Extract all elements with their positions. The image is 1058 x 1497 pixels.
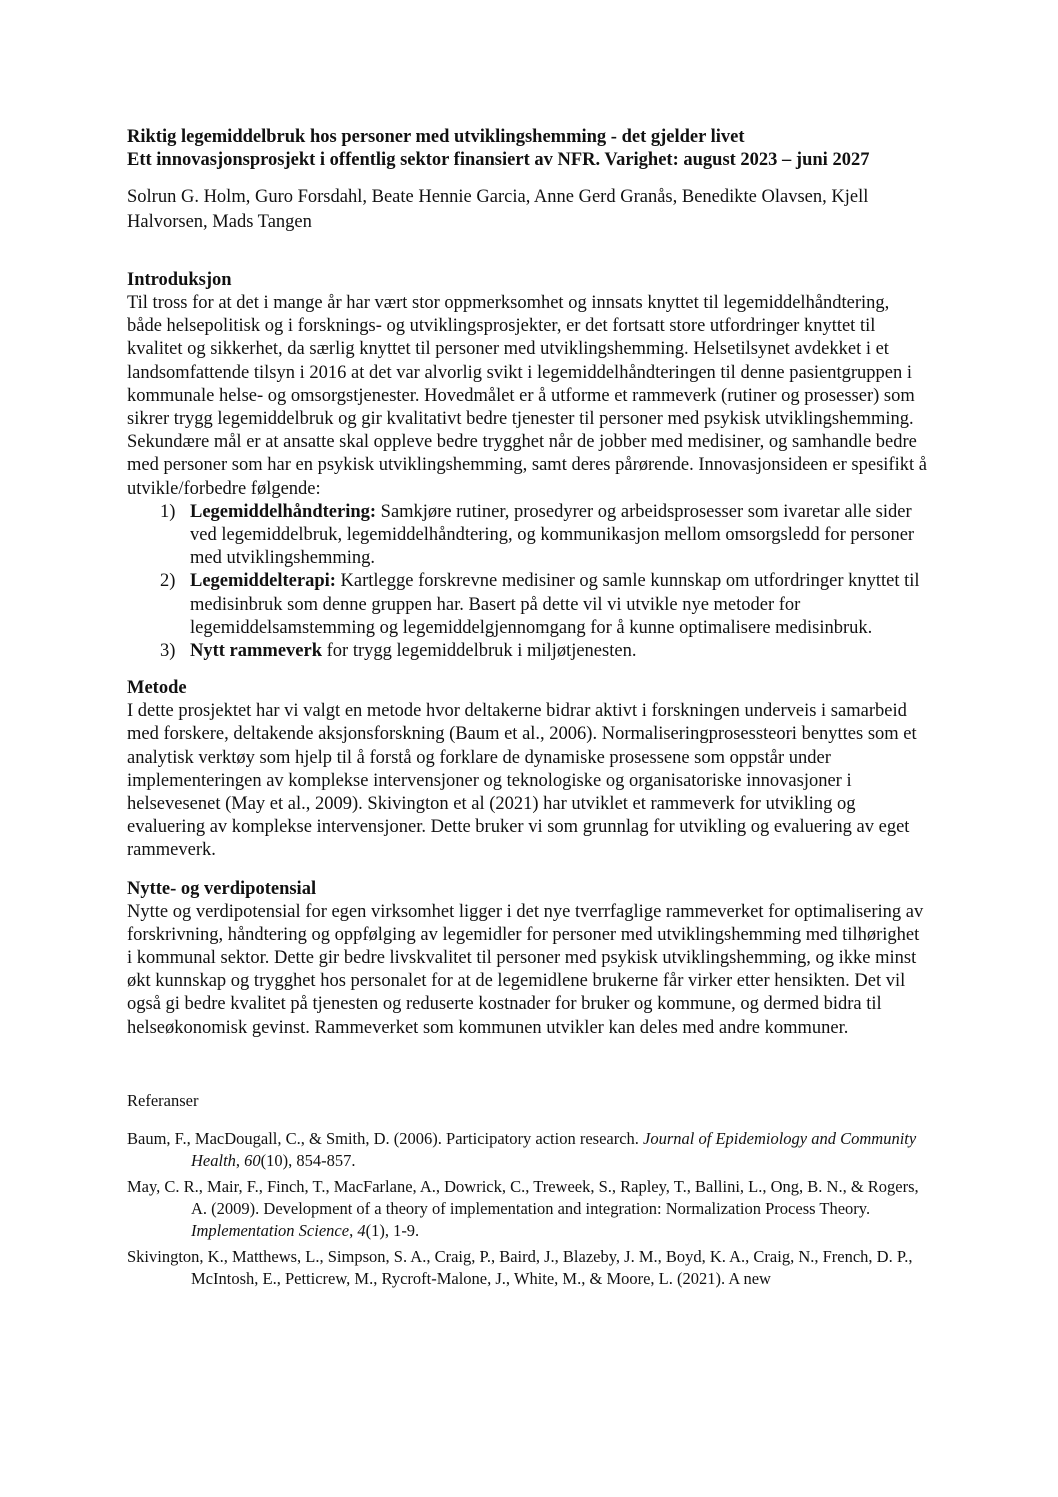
list-item	[127, 640, 927, 663]
nytte-heading: Nytte- og verdipotensial	[127, 878, 317, 899]
list-number: 1)	[160, 501, 176, 522]
introduksjon-body: Til tross for at det i mange år har vært stor oppmerksomhet og innsats knyttet til legemiddelhåndtering, både helsepolitisk og i forsknings- og utviklingsprosjekter, er det fortsatt store utfordringer knyttet til kvalitet og sikkerhet, da særlig knyttet til personer med utviklingshemming. Helsetilsynet avdekket i et landsomfattende tilsyn i 2016 at det var alvorlig svikt i legemiddelhåndteringen til denne pasientgruppen i kommunale helse- og omsorgstjenester. Hovedmålet er å utforme et rammeverk (rutiner og prosesser) som sikrer trygg legemiddelbruk og gir kvalitativt bedre tjenester til personer med psykisk utviklingshemming. Sekundære mål er at ansatte skal oppleve bedre trygghet når de jobber med medisiner, og samhandle bedre med personer som har en psykisk utviklingshemming, samt deres pårørende. Innovasjonsideen er spesifikt å utvikle/forbedre følgende:	[127, 293, 927, 499]
reference-list	[127, 1128, 927, 1290]
title-line-2: Ett innovasjonsprosjekt i offentlig sektor finansiert av NFR. Varighet: august 2023 – juni 2027	[127, 150, 870, 170]
innovation-list	[127, 501, 927, 663]
introduksjon-heading: Introduksjon	[127, 270, 232, 290]
title-line-1: Riktig legemiddelbruk hos personer med utviklingshemming - det gjelder livet	[127, 127, 745, 147]
list-item	[127, 501, 927, 571]
list-item-text: for trygg legemiddelbruk i miljøtjenesten.	[322, 641, 637, 662]
reference-item: May, C. R., Mair, F., Finch, T., MacFarlane, A., Dowrick, C., Treweek, S., Rapley, T., Ballini, L., Ong, B. N., & Rogers, A. (2009). Development of a theory of implementation and integration: Normalization Process Theory. Implementation Science, 4(1), 1-9.	[127, 1176, 919, 1240]
references-heading: Referanser	[127, 1090, 199, 1110]
journal-volume: 60	[244, 1150, 261, 1170]
list-item	[127, 570, 927, 640]
reference-item: Skivington, K., Matthews, L., Simpson, S. A., Craig, P., Baird, J., Blazeby, J. M., Boyd, K. A., Craig, N., French, D. P., McIntosh, E., Petticrew, M., Rycroft-Malone, J., White, M., & Moore, L. (2021). A new	[127, 1246, 913, 1288]
author-list: Solrun G. Holm, Guro Forsdahl, Beate Hennie Garcia, Anne Gerd Granås, Benedikte Olavsen, Kjell Halvorsen, Mads Tangen	[127, 187, 869, 232]
journal-volume: 4	[357, 1220, 366, 1240]
list-item-bold: Nytt rammeverk	[190, 641, 323, 662]
nytte-body: Nytte og verdipotensial for egen virksomhet ligger i det nye tverrfaglige rammeverket for optimalisering av forskrivning, håndtering og oppfølging av legemidler for personer med utviklingshemming med tilhørighet i kommunal sektor. Dette gir bedre livskvalitet til personer med psykisk utviklingshemming, og ikke minst økt kunnskap og trygghet hos personalet for at de legemidlene brukerne får virker etter hensikten. Det vil også gi bedre kvalitet på tjenesten og reduserte kostnader for bruker og kommune, og dermed bidra til helseøkonomisk gevinst. Rammeverket som kommunen utvikler kan deles med andre kommuner.	[127, 901, 924, 1038]
metode-heading: Metode	[127, 678, 187, 699]
document-page	[127, 126, 927, 1294]
journal-name: Implementation Science	[191, 1220, 350, 1240]
list-item-text: Samkjøre rutiner, prosedyrer og arbeidsprosesser som ivaretar alle sider ved legemiddelbruk, legemiddelhåndtering, og kommunikasjon mellom omsorgsledd for personer med utviklingshemming.	[190, 501, 915, 569]
metode-body: I dette prosjektet har vi valgt en metode hvor deltakerne bidrar aktivt i forskningen underveis i samarbeid med forskere, deltakende aksjonsforskning (Baum et al., 2006). Normaliseringprosessteori benyttes som et analytisk verktøy som hjelp til å forstå og forklare de dynamiske prosessene som oppstår under implementeringen av komplekse intervensjoner og teknologiske og organisatoriske innovasjoner i helsevesenet (May et al., 2009). Skivington et al (2021) har utviklet et rammeverk for utvikling og evaluering av komplekse intervensjoner. Dette bruker vi som grunnlag for utvikling og evaluering av eget rammeverk.	[127, 701, 917, 861]
list-item-bold: Legemiddelterapi:	[190, 571, 336, 592]
list-item-text: Kartlegge forskrevne medisiner og samle kunnskap om utfordringer knyttet til medisinbruk som denne gruppen har. Basert på dette vil vi utvikle nye metoder for legemiddelsamstemming og legemiddelgjennomgang for å kunne optimalisere medisinbruk.	[190, 571, 920, 638]
reference-item: Baum, F., MacDougall, C., & Smith, D. (2006). Participatory action research. Journal of Epidemiology and Community Health, 60(10), 854-857.	[127, 1128, 917, 1170]
list-number: 2)	[160, 571, 176, 592]
journal-name: Journal of Epidemiology and Community Health	[191, 1128, 917, 1170]
list-number: 3)	[160, 641, 176, 662]
list-item-bold: Legemiddelhåndtering:	[190, 501, 377, 522]
document-title	[127, 126, 927, 172]
